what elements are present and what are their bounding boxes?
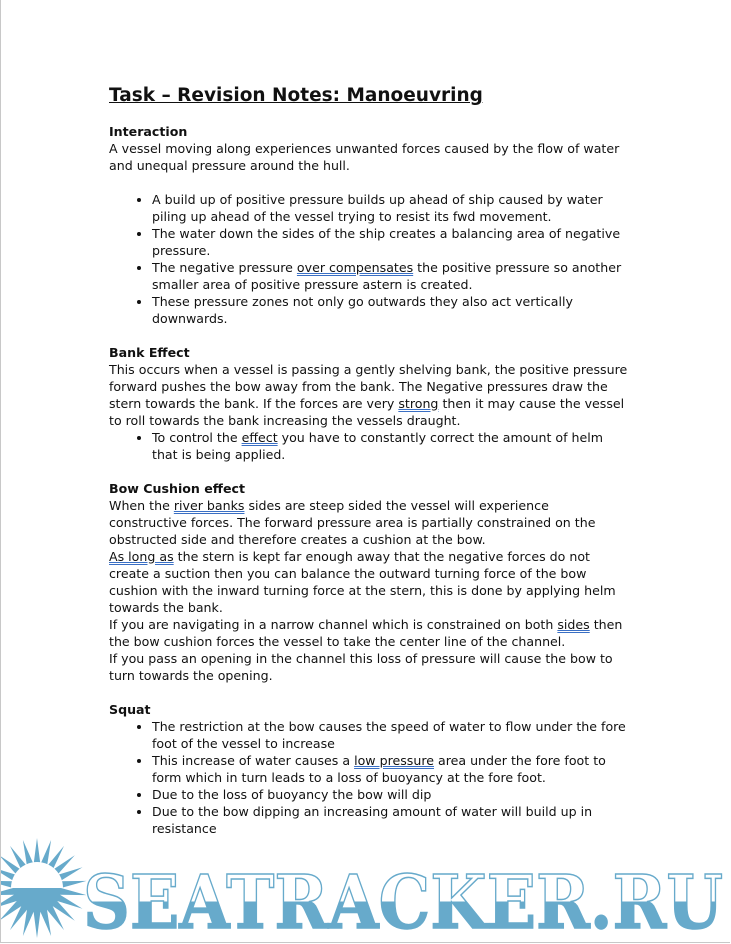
section-heading: Interaction — [109, 124, 188, 139]
text-run: This increase of water causes a — [152, 753, 355, 768]
text-run: If you pass an opening in the channel this loss of pressure will cause the bow to turn towards the opening. — [109, 651, 613, 683]
list-item — [152, 718, 629, 752]
section-interaction — [109, 123, 629, 327]
text-run: then the bow cushion forces the vessel to take the center line of the channel. — [109, 617, 623, 649]
text-run: When the — [109, 498, 174, 513]
text-run: A vessel moving along experiences unwanted forces caused by the flow of water and unequal pressure around the hull. — [109, 141, 620, 173]
list-item — [152, 803, 629, 837]
bullet-list — [109, 718, 629, 837]
list-item — [152, 191, 629, 225]
section-heading: Squat — [109, 702, 151, 717]
paragraph — [109, 361, 629, 429]
text-run: Due to the loss of buoyancy the bow will dip — [152, 787, 432, 802]
text-run: Due to the bow dipping an increasing amount of water will build up in resistance — [152, 804, 593, 836]
text-run: you have to constantly correct the amount of helm that is being applied. — [152, 430, 604, 462]
text-run: The water down the sides of the ship creates a balancing area of negative pressure. — [152, 226, 621, 258]
paragraph — [109, 140, 629, 174]
text-run: the positive pressure so another smaller area of positive pressure astern is created. — [152, 260, 622, 292]
list-item — [152, 752, 629, 786]
list-item — [152, 786, 629, 803]
paragraph — [109, 497, 629, 548]
list-item — [152, 293, 629, 327]
document-body — [109, 84, 629, 854]
list-item — [152, 225, 629, 259]
section-heading: Bow Cushion effect — [109, 481, 246, 496]
text-run: To control the — [152, 430, 242, 445]
spellcheck-flagged-text: over compensates — [296, 260, 414, 275]
spellcheck-flagged-text: strong — [398, 396, 439, 411]
text-run: If you are navigating in a narrow channel which is constrained on both — [109, 617, 558, 632]
text-run: area under the fore foot to form which in turn leads to a loss of buoyancy at the fore foot. — [152, 753, 606, 785]
text-run: This occurs when a vessel is passing a gently shelving bank, the positive pressure forward pushes the bow away from the bank. The Negative pressures draw the stern towards the bank. If the forces are very — [109, 362, 628, 411]
paragraph — [109, 616, 629, 650]
spellcheck-flagged-text: effect — [241, 430, 278, 445]
section-bank-effect — [109, 344, 629, 463]
bullet-list — [109, 429, 629, 463]
spellcheck-flagged-text: river banks — [173, 498, 245, 513]
section-squat — [109, 701, 629, 837]
text-run: These pressure zones not only go outwards they also act vertically downwards. — [152, 294, 573, 326]
text-run: The negative pressure — [152, 260, 297, 275]
text-run: The restriction at the bow causes the speed of water to flow under the fore foot of the vessel to increase — [152, 719, 626, 751]
spellcheck-flagged-text: sides — [557, 617, 590, 632]
spellcheck-flagged-text: low pressure — [354, 753, 434, 768]
text-run: then it may cause the vessel to roll towards the bank increasing the vessels draught. — [109, 396, 625, 428]
paragraph — [109, 650, 629, 684]
page-title: Task – Revision Notes: Manoeuvring — [109, 85, 483, 106]
section-heading: Bank Effect — [109, 345, 190, 360]
seatracker-watermark — [1, 836, 731, 942]
section-bow-cushion-effect — [109, 480, 629, 684]
text-run: sides are steep sided the vessel will experience constructive forces. The forward pressure area is partially constrained on the obstructed side and therefore creates a cushion at the bow. — [109, 498, 596, 547]
bullet-list — [109, 191, 629, 327]
spellcheck-flagged-text: As long as — [109, 549, 174, 564]
sections — [109, 123, 629, 837]
paragraph — [109, 548, 629, 616]
text-run: A build up of positive pressure builds up ahead of ship caused by water piling up ahead of the vessel trying to resist its fwd movement. — [152, 192, 603, 224]
list-item — [152, 259, 629, 293]
list-item — [152, 429, 629, 463]
sun-icon — [1, 838, 87, 938]
text-run: the stern is kept far enough away that the negative forces do not create a suction then you can balance the outward turning force of the bow cushion with the inward turning force at the stern, this is done by applying helm towards the bank. — [109, 549, 616, 615]
watermark-text: SEATRACKER.RU — [83, 860, 723, 942]
